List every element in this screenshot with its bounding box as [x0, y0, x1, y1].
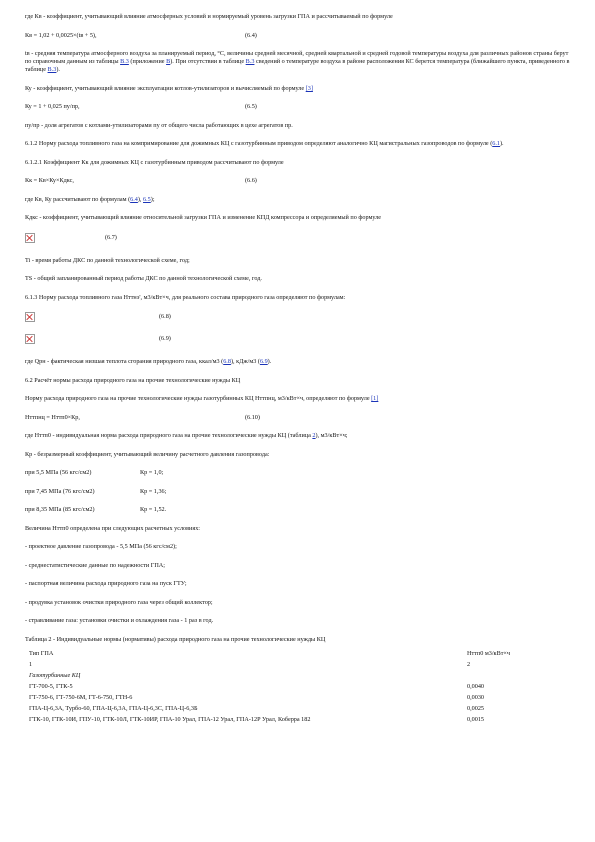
formula-number: (6.5) [245, 103, 257, 110]
broken-image-icon [25, 312, 35, 322]
table-cell: ГТ-700-5, ГТК-5 [29, 682, 73, 690]
formula-6-4 [25, 32, 573, 40]
paragraph-temperature: tв - средняя температура атмосферного воздуха за планируемый период, °С, величины средней месячной, средней квартальной и средней годовой температуры воздуха для различных районов страны берут по справочным данным из таблицы В.3 (приложение В). При отсутствии в таблице В.3 сведений о температуре воздуха в районе расположения КС берется температура (ближайшего пункта, приведенного в таблице В.3). [25, 50, 570, 73]
table-row [29, 683, 527, 694]
table-number-row [29, 661, 527, 672]
formula-expression: Кк = Кв×Ку×Кдкс, [25, 177, 74, 184]
formula-number: (6.8) [159, 313, 171, 320]
paragraph-qrn-definition: где Qрн - фактическая низшая теплота сгорания природного газа, ккал/м3 (6.8), кДж/м3 (6.9). [25, 358, 272, 365]
list-item: - стравливание газа: установки очистки и охлаждения газа - 1 раз в год. [25, 617, 214, 624]
link-formula-6-4[interactable]: 6.4 [130, 195, 138, 203]
paragraph-kdks-definition: Кдкс - коэффициент, учитывающий влияние относительной загрузки ГПА и изменение КПД компрессора и определяемый по формуле [25, 214, 382, 221]
formula-expression: Нттпнц = Нттп0×Кр, [25, 413, 80, 421]
formula-expression: Кв = 1,02 + 0,0025×(tв + 5), [25, 31, 97, 39]
formula-6-5 [25, 103, 573, 111]
list-item: - продувка установок очистки природного газа через общий коллектор; [25, 598, 213, 606]
table-cell: ГТ-750-6, ГТ-750-6М, ГТ-6-750, ГТН-6 [29, 693, 133, 701]
table-header-cell: Нттп0 м3/кВт×ч [467, 649, 510, 657]
formula-6-10 [25, 414, 573, 422]
broken-image-icon [25, 233, 35, 243]
list-item: - среднестатистические данные по надежности ГПА; [25, 561, 165, 569]
table-group-row [29, 672, 527, 683]
paragraph-ku-definition: Ку - коэффициент, учитывающий влияние эксплуатации котлов-утилизаторов и вычисляемый по формуле [3] [25, 84, 313, 92]
norms-table [29, 650, 527, 727]
paragraph-6-1-3: 6.1.3 Норму расхода топливного газа Нттнэ', м3/кВт×ч, для реального состава природного газа определяют по формулам: [25, 293, 346, 301]
link-table-b3[interactable]: В.3 [245, 58, 255, 65]
link-formula-6-5[interactable]: 6.5 [143, 195, 151, 203]
link-table-b3[interactable]: В.3 [120, 58, 129, 65]
paragraph-kp-definition: Кр - безразмерный коэффициент, учитывающий величину расчетного давления газопровода: [25, 450, 270, 458]
link-reference-1[interactable]: [1] [371, 395, 379, 402]
table-cell: ГПА-Ц-6,3А, Турбо-60, ГПА-Ц-6,3А, ГПА-Ц-6,3С, ГПА-Ц-6,3Б [29, 704, 198, 712]
paragraph-other-needs-norm: Норму расхода природного газа на прочие технологические нужды газотурбинных КЦ Нттпнц, м3/кВт×ч, определяют по формуле [1] [25, 395, 379, 402]
link-table-2[interactable]: 2 [312, 432, 316, 439]
kp-value-row: при 5,5 МПа (56 кгс/см2) Кр = 1,0; [25, 469, 164, 476]
table-cell: 2 [467, 660, 471, 668]
paragraph-design-conditions: Величина Нттп0 определена при следующих расчетных условиях: [25, 524, 201, 532]
table-cell: ГТК-10, ГТК-10И, ГПУ-10, ГТК-10Л, ГТК-10ИР, ГПА-10 Урал, ГПА-12 Урал, ГПА-12Р Урал, Коберра 182 [29, 715, 311, 723]
kp-value-row: при 7,45 МПа (76 кгс/см2) Кр = 1,36; [25, 487, 167, 495]
table-caption: Таблица 2 - Индивидуальные нормы (нормативы) расхода природного газа на прочие технологические нужды КЦ [25, 635, 326, 643]
link-reference-3[interactable]: [3] [305, 84, 313, 92]
paragraph-share-of-units: пу/пр - доля агрегатов с котлами-утилизаторами пу от общего числа работающих в цехе агрегатов пр. [25, 121, 293, 129]
formula-number: (6.9) [159, 335, 171, 342]
table-cell: 0,0040 [467, 682, 485, 690]
section-heading-6-2: 6.2 Расчёт нормы расхода природного газа на прочие технологические нужды КЦ [25, 376, 241, 384]
link-formula-6-8[interactable]: 6.8 [223, 358, 231, 365]
paragraph-6-1-2: 6.1.2 Норму расхода топливного газа на компримирование для дожимных КЦ с газотурбинным приводом определяют аналогично КЦ магистральных газопроводов по формуле (6.1). [25, 140, 504, 147]
table-cell: 0,0015 [467, 715, 485, 723]
table-cell: 1 [29, 660, 33, 668]
paragraph-kv-ku-reference: где Кв, Ку рассчитывают по формулам (6.4), 6.5); [25, 195, 155, 203]
paragraph-nttp0-definition: где Нттп0 - индивидуальная норма расхода природного газа на прочие технологические нужды КЦ (таблица 2), м3/кВт×ч; [25, 432, 348, 439]
table-cell: 0,0025 [467, 704, 485, 712]
link-formula-6-9[interactable]: 6.9 [259, 358, 268, 365]
broken-image-icon [25, 334, 35, 344]
paragraph-6-1-2-1: 6.1.2.1 Коэффициент Кк для дожимных КЦ с газотурбинным приводом рассчитывают по формуле [25, 158, 284, 166]
table-row [29, 705, 527, 716]
list-item: - паспортная величина расхода природного газа на пуск ГТУ; [25, 580, 187, 587]
link-formula-6-1[interactable]: 6.1 [492, 140, 500, 147]
document-page [25, 13, 573, 727]
formula-6-8 [25, 312, 573, 322]
paragraph-kv-definition: где Кв - коэффициент, учитывающий влияние атмосферных условий и нормируемый уровень загрузки ГПА и рассчитываемый по формуле [25, 13, 393, 20]
formula-number: (6.6) [245, 177, 257, 184]
formula-number: (6.4) [245, 31, 257, 39]
table-header-row [29, 650, 527, 661]
link-appendix-b[interactable]: В [166, 58, 171, 65]
table-group-label: Газотурбинные КЦ [29, 671, 81, 679]
formula-6-6 [25, 177, 573, 185]
kp-value-row: при 8,35 МПа (85 кгс/см2) Кр = 1,52. [25, 506, 167, 513]
formula-6-7 [25, 233, 573, 243]
paragraph-ts-definition: TS - общий запланированный период работы ДКС по данной технологической схеме, год. [25, 275, 262, 282]
table-row [29, 716, 527, 727]
list-item: - проектное давление газопровода - 5,5 МПа (56 кгс/см2); [25, 543, 177, 550]
formula-expression: Ку = 1 + 0,025 пу/пр, [25, 103, 80, 110]
link-table-b3[interactable]: В.3 [47, 66, 57, 73]
table-row [29, 694, 527, 705]
paragraph-ti-definition: Ti - время работы ДКС по данной технологической схеме, год; [25, 256, 190, 264]
formula-6-9 [25, 334, 573, 344]
formula-number: (6.7) [105, 233, 117, 241]
formula-number: (6.10) [245, 413, 260, 421]
table-header-cell: Тип ГПА [29, 649, 54, 657]
table-cell: 0,0030 [467, 693, 485, 701]
